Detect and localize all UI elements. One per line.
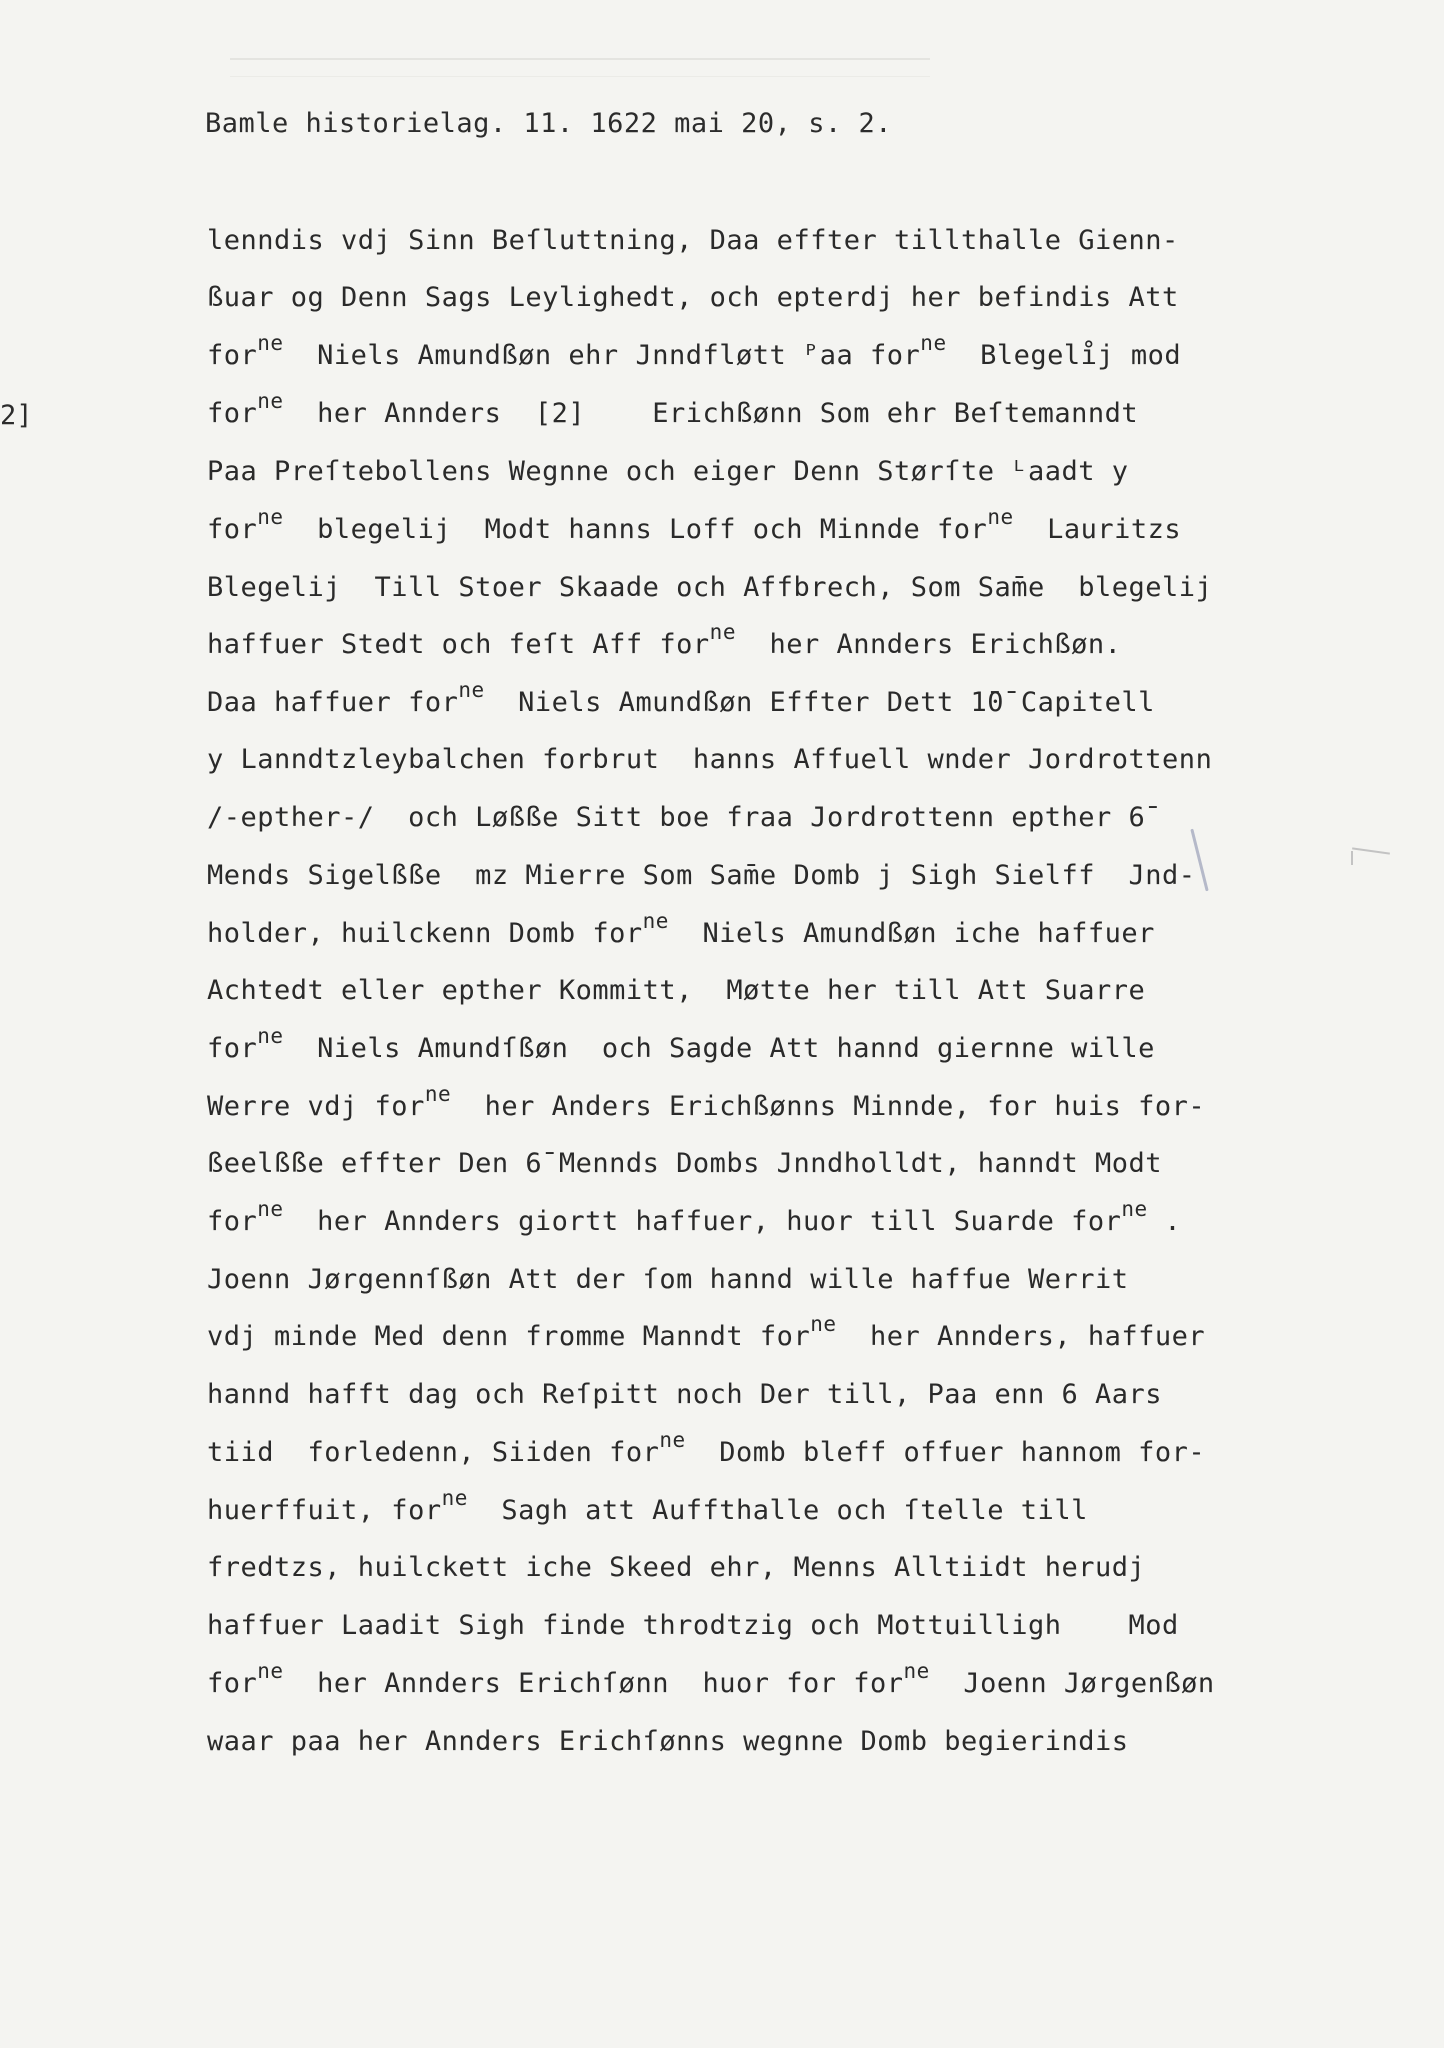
abbreviation-superscript: ne bbox=[257, 505, 284, 529]
line-text: Blegelij Till Stoer Skaade och Affbrech, Som Sam̄e blegelij bbox=[207, 572, 1213, 603]
line-text: haffuer Laadit Sigh finde throdtzig och Mottuilligh Mod bbox=[207, 1610, 1179, 1641]
text-line bbox=[207, 1659, 1215, 1699]
text-line bbox=[207, 1380, 1162, 1410]
line-text: her Annders giortt haffuer, huor till Suarde for bbox=[283, 1206, 1122, 1237]
pencil-mark bbox=[1352, 847, 1390, 854]
line-text: Blegeli̊j mod bbox=[946, 340, 1182, 371]
abbreviation-superscript: ne bbox=[1121, 1197, 1148, 1221]
abbreviation-superscript: ne bbox=[987, 505, 1014, 529]
abbreviation-superscript: ne bbox=[458, 678, 485, 702]
abbreviation-superscript: ne bbox=[659, 1428, 686, 1452]
text-line bbox=[207, 1149, 1162, 1179]
line-text: her Annders, haffuer bbox=[836, 1321, 1206, 1352]
abbreviation-superscript: ne bbox=[920, 331, 947, 355]
text-line bbox=[207, 1197, 1182, 1237]
text-line bbox=[207, 389, 1139, 429]
line-text: Niels Amundßøn ehr Jnndfløtt ᴾaa for bbox=[283, 340, 921, 371]
line-text: her Annders Erichſønn huor for for bbox=[283, 1668, 904, 1699]
line-text: her Anders Erichßønns Minnde, for huis for- bbox=[451, 1091, 1206, 1122]
line-text: . bbox=[1147, 1206, 1182, 1237]
text-line bbox=[207, 1265, 1129, 1295]
line-text: ßeelßße effter Den 6̄ Mennds Dombs Jnndholldt, hanndt Modt bbox=[207, 1148, 1163, 1179]
line-text: her Annders Erichßøn. bbox=[735, 629, 1122, 660]
text-line bbox=[207, 283, 1179, 313]
bleed-through-line bbox=[230, 58, 930, 77]
line-text: for bbox=[207, 1668, 258, 1699]
line-text: Niels Amundſßøn och Sagde Att hannd giernne wille bbox=[283, 1033, 1155, 1064]
document-reference-header: Bamle historielag. 11. 1622 mai 20, s. 2. bbox=[205, 108, 892, 139]
line-text: Achtedt eller epther Kommitt, Møtte her till Att Suarre bbox=[207, 975, 1146, 1006]
line-text: her Annders [2] Erichßønn Som ehr Beſtemanndt bbox=[283, 398, 1139, 429]
line-text: for bbox=[207, 1033, 258, 1064]
line-text: Domb bleff offuer hannom for- bbox=[685, 1437, 1206, 1468]
line-text: blegelij Modt hanns Loff och Minnde for bbox=[283, 514, 988, 545]
text-line bbox=[207, 909, 1155, 949]
abbreviation-superscript: ne bbox=[257, 1197, 284, 1221]
line-text: y Lanndtzleybalchen forbrut hanns Affuell wnder Jordrottenn bbox=[207, 744, 1213, 775]
text-line bbox=[207, 1082, 1206, 1122]
abbreviation-superscript: ne bbox=[257, 1659, 284, 1683]
abbreviation-superscript: ne bbox=[257, 331, 284, 355]
text-line bbox=[207, 745, 1212, 775]
text-line bbox=[207, 1312, 1206, 1352]
text-line bbox=[207, 1428, 1206, 1468]
abbreviation-superscript: ne bbox=[642, 909, 669, 933]
text-line bbox=[207, 573, 1212, 603]
line-text: lenndis vdj Sinn Beſluttning, Daa effter tillthalle Gienn- bbox=[207, 225, 1179, 256]
abbreviation-superscript: ne bbox=[709, 620, 736, 644]
line-text: ßuar og Denn Sags Leylighedt, och epterdj her befindis Att bbox=[207, 282, 1179, 313]
line-text: Joenn Jørgennſßøn Att der ſom hannd wille haffue Werrit bbox=[207, 1264, 1129, 1295]
text-line bbox=[207, 620, 1122, 660]
line-text: holder, huilckenn Domb for bbox=[207, 918, 643, 949]
abbreviation-superscript: ne bbox=[424, 1082, 452, 1106]
margin-page-marker: 2] bbox=[0, 400, 33, 431]
line-text: Mends Sigelßße mz Mierre Som Sam̄e Domb j Sigh Sielff Jnd- bbox=[207, 860, 1196, 891]
text-line bbox=[207, 976, 1145, 1006]
line-text: fredtzs, huilckett iche Skeed ehr, Menns Alltiidt herudj bbox=[207, 1552, 1146, 1583]
line-text: waar paa her Annders Erichſønns wegnne Domb begierindis bbox=[207, 1726, 1129, 1757]
line-text: haffuer Stedt och feſt Aff for bbox=[207, 629, 710, 660]
line-text: hannd hafft dag och Reſpitt noch Der till, Paa enn 6 Aars bbox=[207, 1379, 1163, 1410]
line-text: tiid forledenn, Siiden for bbox=[207, 1437, 660, 1468]
text-line bbox=[207, 1486, 1088, 1526]
line-text: huerffuit, for bbox=[207, 1495, 442, 1526]
text-line bbox=[207, 1024, 1155, 1064]
text-line bbox=[207, 861, 1196, 891]
abbreviation-superscript: ne bbox=[903, 1659, 930, 1683]
text-line bbox=[207, 803, 1145, 833]
text-line bbox=[207, 226, 1179, 256]
text-line bbox=[207, 1553, 1145, 1583]
text-line bbox=[207, 1611, 1179, 1641]
line-text: Lauritzs bbox=[1013, 514, 1182, 545]
line-text: for bbox=[207, 514, 258, 545]
line-text: for bbox=[207, 340, 258, 371]
line-text: Werre vdj for bbox=[207, 1091, 425, 1122]
line-text: Niels Amundßøn iche haffuer bbox=[668, 918, 1155, 949]
text-line bbox=[207, 678, 1155, 718]
line-text: for bbox=[207, 398, 258, 429]
line-text: for bbox=[207, 1206, 258, 1237]
abbreviation-superscript: ne bbox=[257, 1024, 284, 1048]
line-text: vdj minde Med denn fromme Manndt for bbox=[207, 1321, 811, 1352]
line-text: Sagh att Auffthalle och ſtelle till bbox=[467, 1495, 1088, 1526]
text-line bbox=[207, 1727, 1129, 1757]
abbreviation-superscript: ne bbox=[810, 1312, 837, 1336]
line-text: /-epther-/ och Løßße Sitt boe fraa Jordrottenn epther 6̄ bbox=[207, 802, 1146, 833]
line-text: Niels Amundßøn Effter Dett 1̄0̄ Capitell bbox=[484, 687, 1155, 718]
line-text: Joenn Jørgenßøn bbox=[929, 1668, 1215, 1699]
abbreviation-superscript: ne bbox=[441, 1486, 468, 1510]
abbreviation-superscript: ne bbox=[257, 389, 284, 413]
pencil-mark bbox=[1351, 851, 1353, 865]
text-line bbox=[207, 457, 1129, 487]
line-text: Paa Preſtebollens Wegnne och eiger Denn Størſte ᴸaadt y bbox=[207, 456, 1129, 487]
text-line bbox=[207, 331, 1182, 371]
line-text: Daa haffuer for bbox=[207, 687, 459, 718]
text-line bbox=[207, 505, 1182, 545]
